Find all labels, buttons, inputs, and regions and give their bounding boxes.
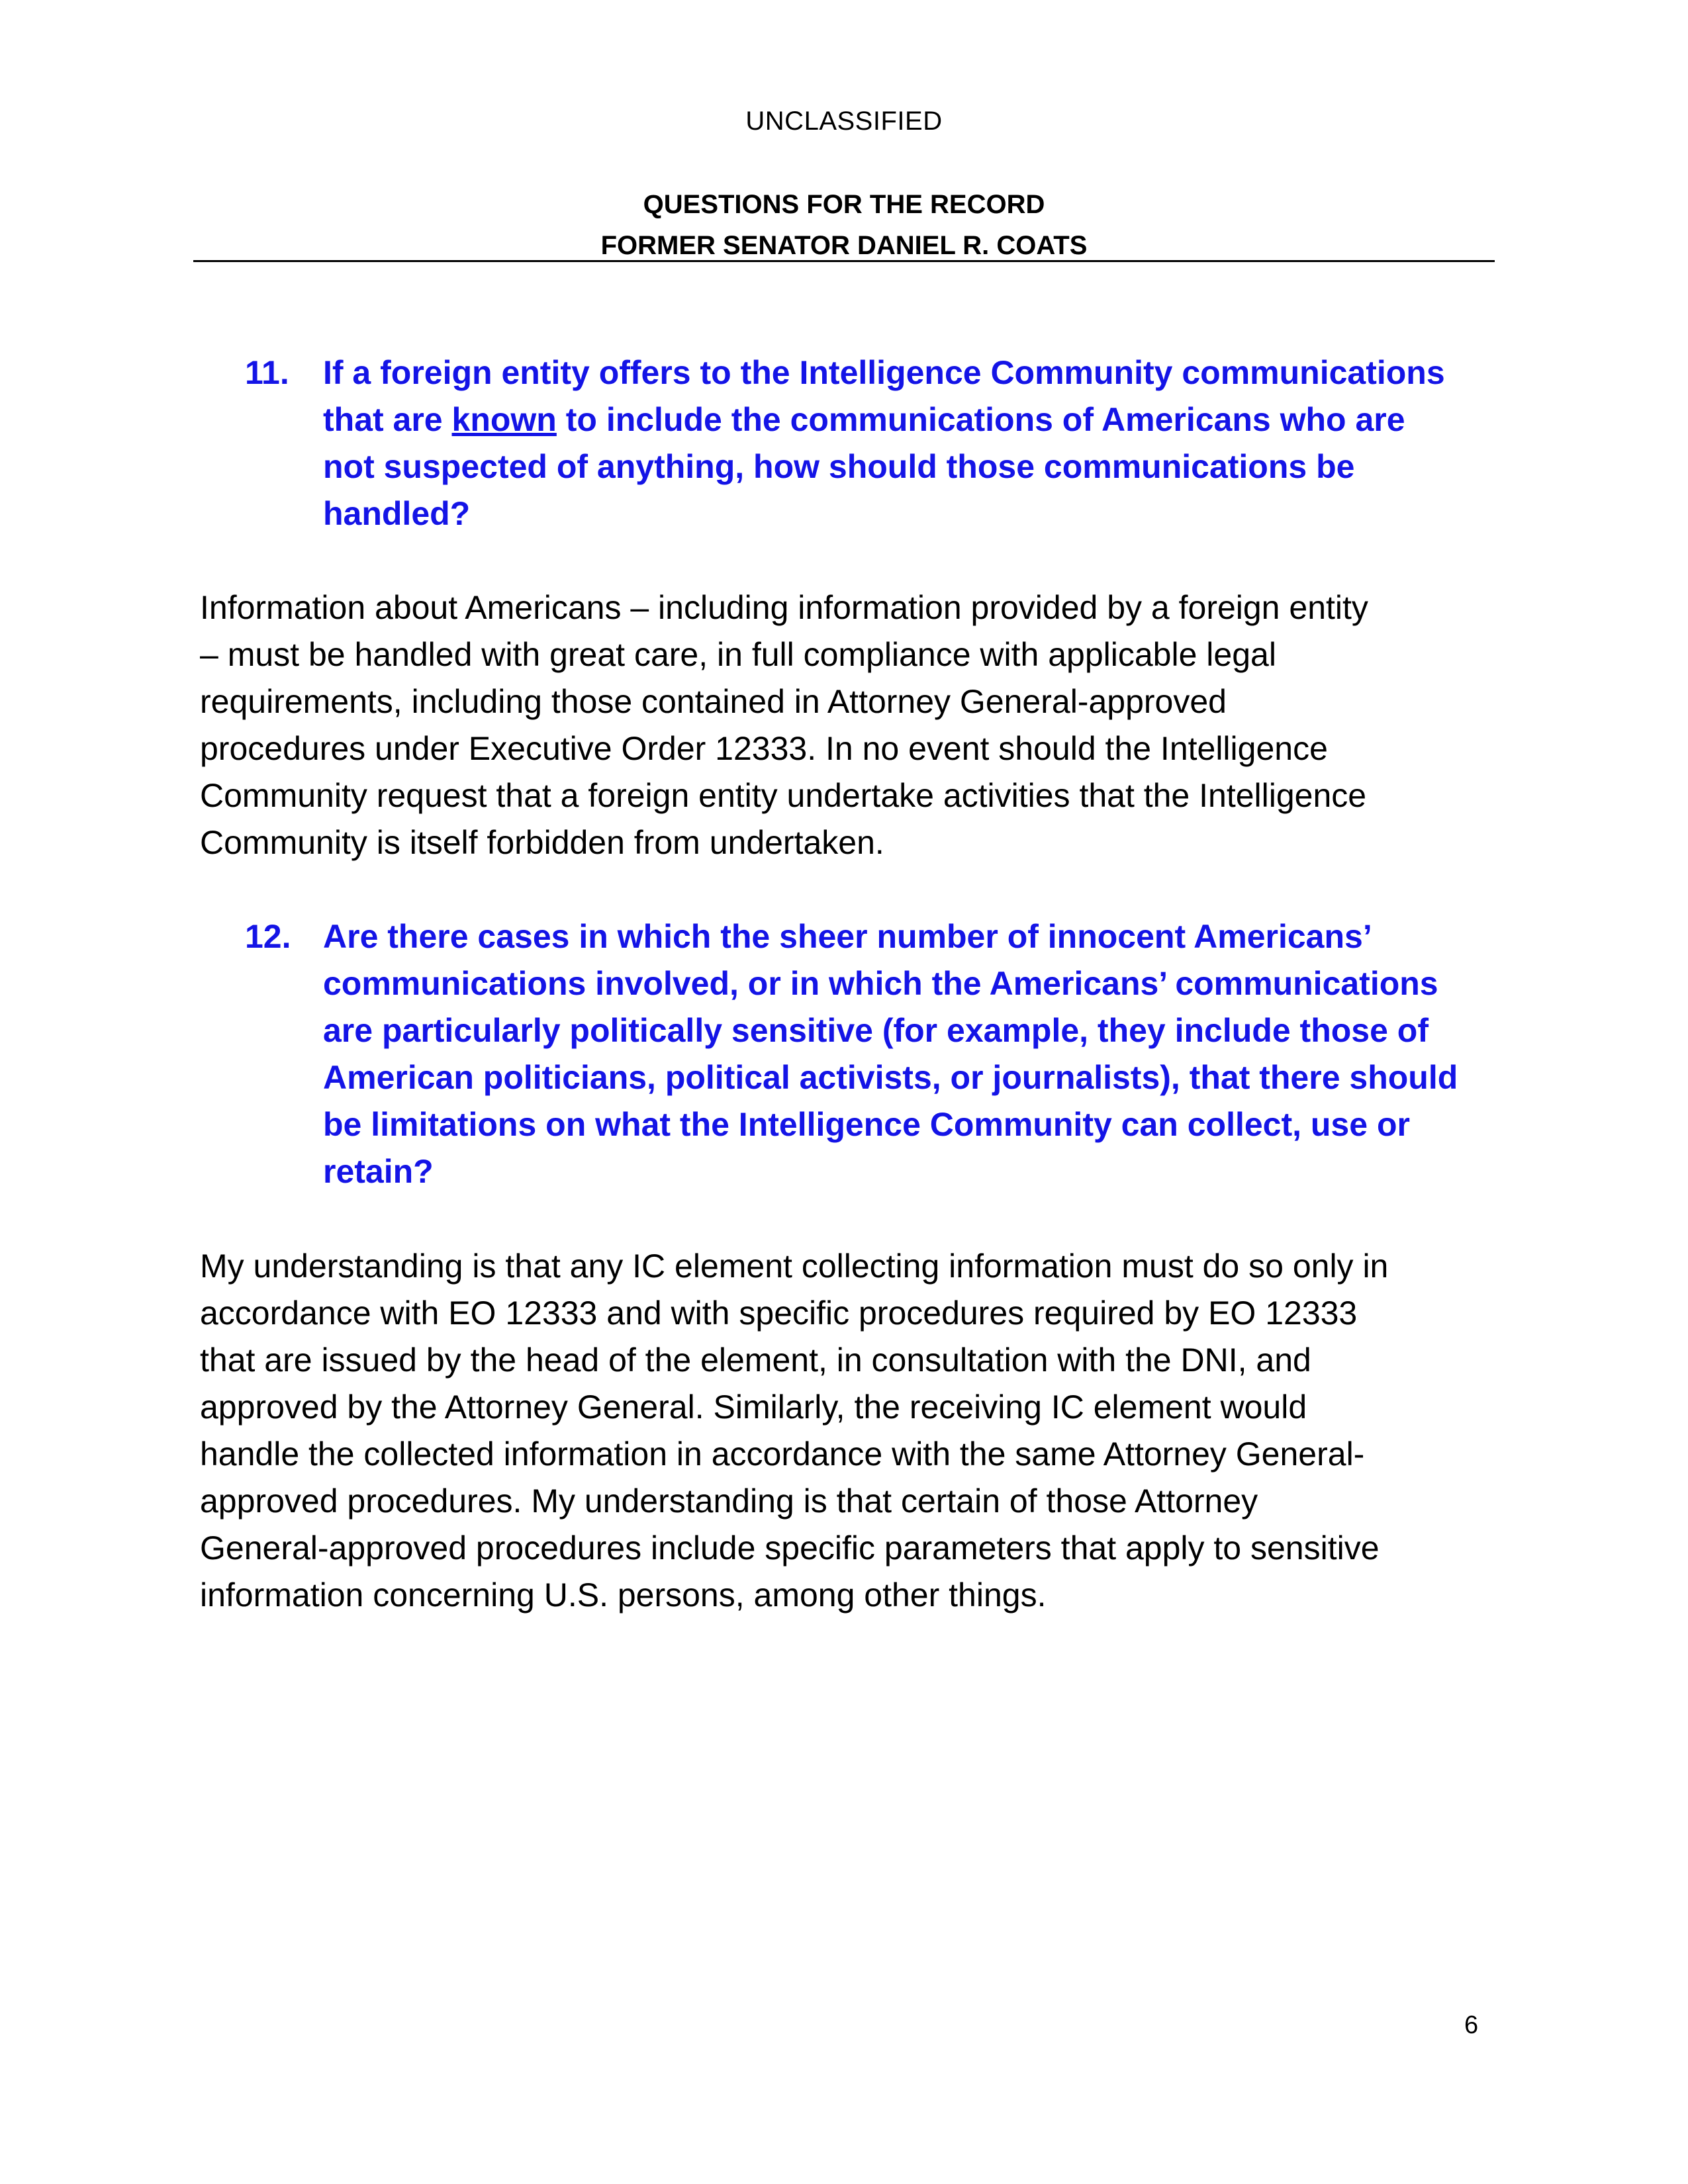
answer-line: handle the collected information in accordance with the same Attorney General- — [200, 1435, 1365, 1473]
underlined-word: known — [451, 401, 557, 438]
answer-11 — [200, 584, 1511, 866]
answer-line: My understanding is that any IC element collecting information must do so only in — [200, 1248, 1389, 1285]
question-line: not suspected of anything, how should those communications be — [323, 448, 1355, 485]
page-number: 6 — [1464, 2011, 1479, 2039]
document-header — [0, 184, 1688, 266]
question-line: handled? — [323, 495, 471, 532]
answer-line: information concerning U.S. persons, among other things. — [200, 1576, 1047, 1614]
question-text-segment: to include the communications of Americans who are — [556, 401, 1405, 438]
answer-line: General-approved procedures include specific parameters that apply to sensitive — [200, 1529, 1380, 1567]
answer-line: accordance with EO 12333 and with specific procedures required by EO 12333 — [200, 1295, 1358, 1332]
classification-marking: UNCLASSIFIED — [745, 107, 943, 136]
answer-line: Community request that a foreign entity undertake activities that the Intelligence — [200, 777, 1367, 814]
header-divider — [193, 260, 1495, 262]
question-12 — [245, 913, 1503, 1195]
question-line: Are there cases in which the sheer number of innocent Americans’ — [323, 918, 1372, 955]
answer-line: Community is itself forbidden from undertaken. — [200, 824, 884, 861]
question-line: American politicians, political activists, or journalists), that there should — [323, 1059, 1458, 1096]
question-line: be limitations on what the Intelligence Community can collect, use or — [323, 1106, 1410, 1143]
question-line — [245, 396, 1503, 443]
answer-line: approved procedures. My understanding is that certain of those Attorney — [200, 1482, 1258, 1520]
answer-line: Information about Americans – including information provided by a foreign entity — [200, 589, 1368, 626]
answer-line: procedures under Executive Order 12333. In no event should the Intelligence — [200, 730, 1328, 767]
question-number: 11. — [245, 354, 289, 391]
question-line: retain? — [323, 1153, 434, 1190]
question-line: are particularly politically sensitive (for example, they include those of — [323, 1012, 1429, 1049]
question-line: If a foreign entity offers to the Intelligence Community communications — [323, 354, 1445, 391]
answer-line: requirements, including those contained in Attorney General-approved — [200, 683, 1227, 720]
header-title: QUESTIONS FOR THE RECORD — [643, 190, 1045, 219]
header-subtitle: FORMER SENATOR DANIEL R. COATS — [600, 231, 1088, 260]
question-11 — [245, 349, 1503, 537]
answer-line: approved by the Attorney General. Similarly, the receiving IC element would — [200, 1388, 1307, 1426]
question-number: 12. — [245, 918, 291, 955]
answer-line: – must be handled with great care, in full compliance with applicable legal — [200, 636, 1276, 673]
answer-12 — [200, 1243, 1511, 1619]
question-text-segment: that are — [323, 401, 452, 438]
question-line: communications involved, or in which the Americans’ communications — [323, 965, 1438, 1002]
answer-line: that are issued by the head of the element, in consultation with the DNI, and — [200, 1342, 1311, 1379]
